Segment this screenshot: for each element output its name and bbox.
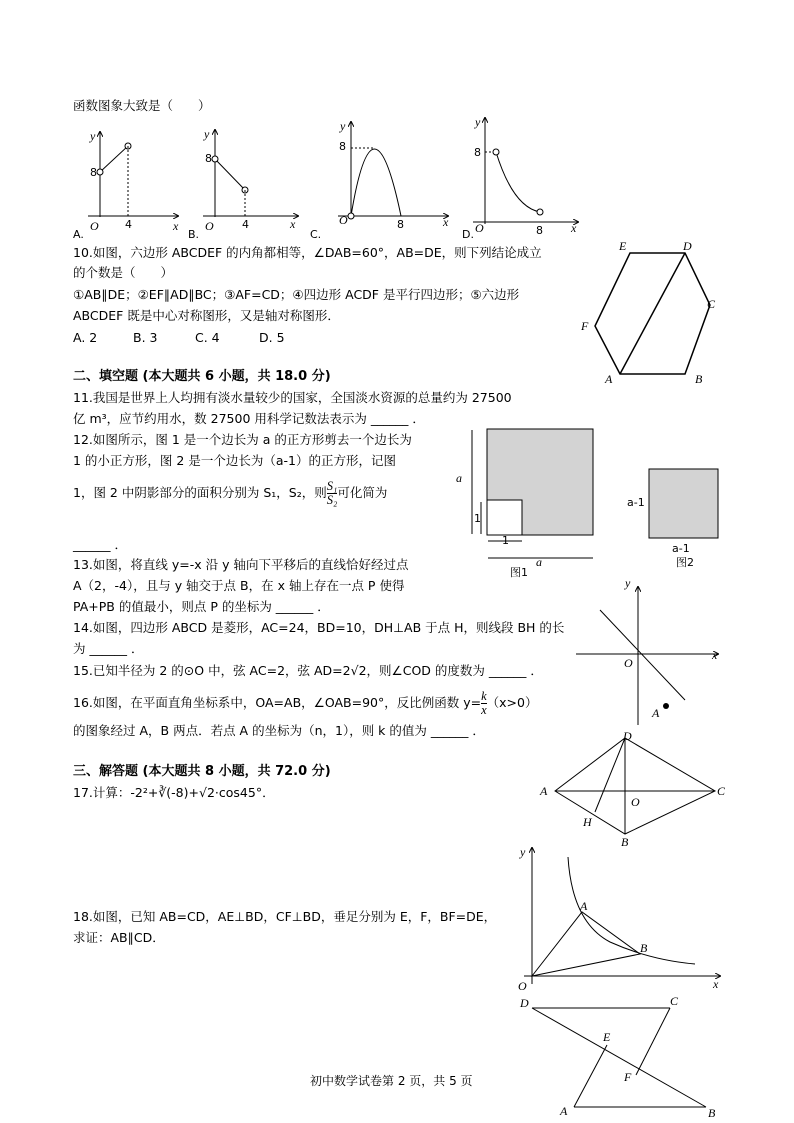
svg-text:y: y xyxy=(475,115,481,129)
svg-text:y: y xyxy=(520,845,526,859)
q16-line: 的图象经过 A，B 两点．若点 A 的坐标为（n，1），则 k 的值为 ______ ． xyxy=(73,723,485,738)
svg-text:8: 8 xyxy=(536,224,543,237)
svg-text:4: 4 xyxy=(125,218,132,231)
svg-text:x: x xyxy=(173,219,179,233)
q12-text: 1，图 2 中阴影部分的面积分别为 S₁，S₂，则 xyxy=(73,485,327,500)
q12-blank: ______ ． xyxy=(73,537,127,552)
q13-line: A（2，-4），且与 y 轴交于点 B，在 x 轴上存在一点 P 使得 xyxy=(73,578,405,593)
svg-text:y: y xyxy=(340,119,346,133)
svg-text:4: 4 xyxy=(242,218,249,231)
svg-text:O: O xyxy=(339,213,348,227)
svg-text:8: 8 xyxy=(205,152,212,165)
q16-text: （x>0） xyxy=(486,695,538,710)
graph-b xyxy=(188,127,298,240)
choice-a: A. 2 xyxy=(73,330,98,345)
svg-text:B: B xyxy=(640,941,648,955)
q14-line: 14.如图，四边形 ABCD 是菱形，AC=24，BD=10，DH⊥AB 于点 H，则线段 BH 的长 xyxy=(73,620,565,635)
svg-text:F: F xyxy=(581,319,589,333)
svg-text:F: F xyxy=(624,1070,632,1084)
frac-bottom: S₂ xyxy=(326,493,338,507)
frac-top: S₁ xyxy=(326,479,338,493)
svg-text:a: a xyxy=(456,471,462,485)
svg-text:O: O xyxy=(518,979,527,992)
svg-text:8: 8 xyxy=(339,140,346,153)
q12-text: 可化简为 xyxy=(337,485,388,500)
svg-text:8: 8 xyxy=(474,146,481,159)
frac-top: k xyxy=(481,689,487,703)
q12-fraction xyxy=(327,480,338,507)
graph-c xyxy=(310,119,449,240)
q12-line xyxy=(73,480,387,507)
q11-line: 亿 m³，应节约用水，数 27500 用科学记数法表示为 ______ ． xyxy=(73,411,425,426)
q18-figure xyxy=(510,993,725,1121)
svg-text:x: x xyxy=(571,221,577,235)
svg-text:D: D xyxy=(520,996,529,1010)
q10-choices xyxy=(73,330,285,346)
q10-line: ①AB∥DE；②EF∥AD∥BC；③AF=CD；④四边形 ACDF 是平行四边形；⑤六边形 xyxy=(73,287,520,302)
svg-text:x: x xyxy=(443,215,449,229)
q13-line: 13.如图，将直线 y=-x 沿 y 轴向下平移后的直线恰好经过点 xyxy=(73,557,409,572)
q12-line: 1 的小正方形，图 2 是一个边长为（a-1）的正方形，记图 xyxy=(73,453,396,468)
svg-text:A: A xyxy=(605,372,613,386)
q9-tail: 函数图象大致是（ ） xyxy=(73,98,211,113)
svg-text:图2: 图2 xyxy=(676,556,694,569)
q16-line xyxy=(73,690,537,717)
q13-line: PA+PB 的值最小，则点 P 的坐标为 ______ ． xyxy=(73,599,330,614)
q10-line: 10.如图，六边形 ABCDEF 的内角都相等，∠DAB=60°，AB=DE，则下列结论成立 xyxy=(73,245,542,260)
svg-text:1: 1 xyxy=(502,534,509,547)
q14-line: 为 ______ ． xyxy=(73,641,144,656)
svg-text:x: x xyxy=(712,648,718,662)
svg-text:O: O xyxy=(631,795,640,809)
svg-text:A: A xyxy=(560,1104,568,1118)
svg-text:B: B xyxy=(708,1106,716,1120)
svg-text:y: y xyxy=(90,129,96,143)
choice-b: B. 3 xyxy=(133,330,158,345)
svg-text:O: O xyxy=(205,219,214,233)
svg-text:D.: D. xyxy=(462,228,474,240)
frac-bottom: x xyxy=(481,703,487,717)
svg-text:A: A xyxy=(652,706,660,720)
svg-text:C: C xyxy=(707,297,716,311)
graph-d xyxy=(462,115,578,240)
page-footer: 初中数学试卷第 2 页，共 5 页 xyxy=(310,1074,473,1088)
svg-text:A: A xyxy=(540,784,548,798)
graph-a xyxy=(73,129,179,240)
svg-text:y: y xyxy=(204,127,210,141)
q16-text: 16.如图，在平面直角坐标系中，OA=AB，∠OAB=90°，反比例函数 y= xyxy=(73,695,482,710)
section2-title: 二、填空题 (本大题共 6 小题，共 18.0 分) xyxy=(73,369,331,384)
q17-line: 17.计算：-2²+∛(-8)+√2·cos45°． xyxy=(73,785,275,800)
svg-text:C: C xyxy=(670,994,679,1008)
svg-text:8: 8 xyxy=(397,218,404,231)
q14-rhombus-figure xyxy=(535,730,725,850)
svg-text:C.: C. xyxy=(310,228,322,240)
svg-text:A: A xyxy=(580,899,588,913)
svg-text:a-1: a-1 xyxy=(672,542,690,555)
svg-text:O: O xyxy=(624,656,633,670)
svg-text:1: 1 xyxy=(474,512,481,525)
svg-text:图1: 图1 xyxy=(510,566,528,578)
svg-text:B: B xyxy=(695,372,703,386)
svg-text:O: O xyxy=(90,219,99,233)
q12-figures xyxy=(450,426,730,578)
svg-text:O: O xyxy=(475,221,484,235)
q13-figure xyxy=(570,575,730,730)
svg-text:D: D xyxy=(683,239,692,253)
q9-graph-options xyxy=(73,112,588,240)
svg-text:B: B xyxy=(621,835,629,849)
q11-line: 11.我国是世界上人均拥有淡水量较少的国家，全国淡水资源的总量约为 27500 xyxy=(73,390,512,405)
section3-title: 三、解答题 (本大题共 8 小题，共 72.0 分) xyxy=(73,764,331,779)
svg-text:A.: A. xyxy=(73,228,84,240)
q12-line: 12.如图所示，图 1 是一个边长为 a 的正方形剪去一个边长为 xyxy=(73,432,412,447)
svg-text:D: D xyxy=(623,730,632,743)
svg-text:8: 8 xyxy=(90,166,97,179)
svg-text:E: E xyxy=(603,1030,611,1044)
choice-d: D. 5 xyxy=(259,330,285,345)
q16-figure xyxy=(510,842,725,992)
q18-line: 求证：AB∥CD． xyxy=(73,930,165,945)
q10-line: ABCDEF 既是中心对称图形，又是轴对称图形． xyxy=(73,308,340,323)
svg-text:H: H xyxy=(583,815,592,829)
svg-text:C: C xyxy=(717,784,725,798)
svg-text:E: E xyxy=(619,239,627,253)
svg-text:y: y xyxy=(625,576,631,590)
q15-line: 15.已知半径为 2 的⊙O 中，弦 AC=2，弦 AD=2√2，则∠COD 的度数为 ______ ． xyxy=(73,663,543,678)
svg-text:a-1: a-1 xyxy=(627,496,645,509)
svg-text:a: a xyxy=(536,555,542,569)
q18-line: 18.如图，已知 AB=CD，AE⊥BD，CF⊥BD，垂足分别为 E，F，BF=DE， xyxy=(73,909,497,924)
svg-text:x: x xyxy=(713,977,719,991)
hexagon-figure xyxy=(575,238,725,388)
choice-c: C. 4 xyxy=(195,330,220,345)
q10-line: 的个数是（ ） xyxy=(73,265,174,280)
svg-text:x: x xyxy=(290,217,296,231)
svg-text:B.: B. xyxy=(188,228,200,240)
